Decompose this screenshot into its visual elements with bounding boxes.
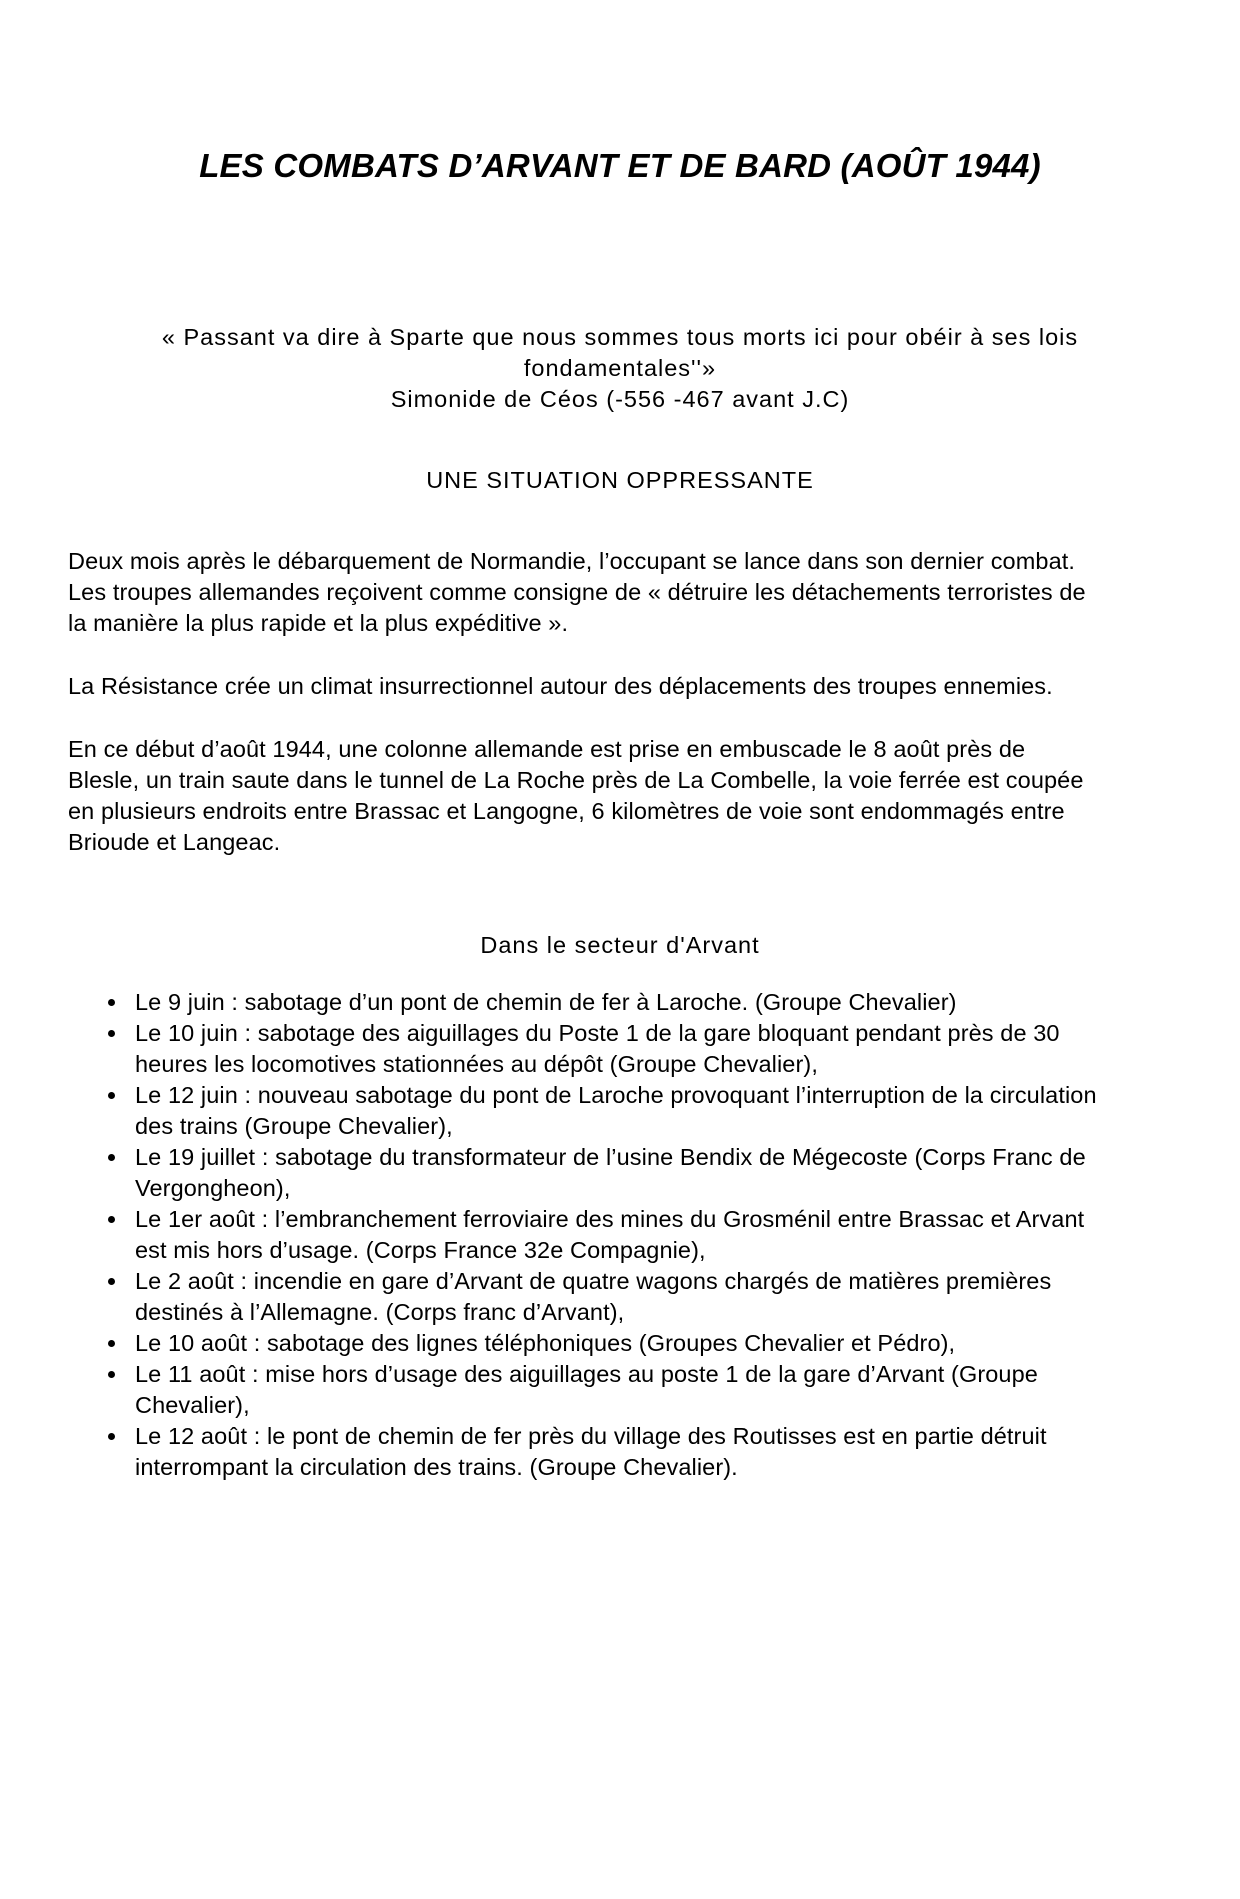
list-item [105,1018,1172,1080]
text-line: la manière la plus rapide et la plus expéditive ». [68,610,569,636]
section-heading-arvant: Dans le secteur d'Arvant [480,932,760,958]
text-line: Le 11 août : mise hors d’usage des aiguillages au poste 1 de la gare d’Arvant (Groupe [135,1361,1038,1387]
text-line: En ce début d’août 1944, une colonne allemande est prise en embuscade le 8 août près de [68,736,1026,762]
list-item [105,1142,1172,1204]
text-line: La Résistance crée un climat insurrectionnel autour des déplacements des troupes ennemies. [68,673,1053,699]
events-list [68,987,1172,1483]
list-item [105,1328,1172,1359]
text-line: Le 2 août : incendie en gare d’Arvant de quatre wagons chargés de matières premières [135,1268,1052,1294]
epigraph-quote-line: fondamentales''» [523,355,717,381]
list-item [105,1080,1172,1142]
text-line: Blesle, un train saute dans le tunnel de La Roche près de La Combelle, la voie ferrée est coupée [68,767,1084,793]
list-item [105,1266,1172,1328]
text-line: Le 12 juin : nouveau sabotage du pont de Laroche provoquant l’interruption de la circulation [135,1082,1097,1108]
document-page [0,146,1240,1483]
text-line: Le 1er août : l’embranchement ferroviaire des mines du Grosménil entre Brassac et Arvant [135,1206,1085,1232]
text-line: Le 12 août : le pont de chemin de fer près du village des Routisses est en partie détruit [135,1423,1047,1449]
text-line: est mis hors d’usage. (Corps France 32e Compagnie), [135,1237,706,1263]
text-line: Le 10 août : sabotage des lignes téléphoniques (Groupes Chevalier et Pédro), [135,1330,956,1356]
epigraph-quote-line: « Passant va dire à Sparte que nous sommes tous morts ici pour obéir à ses lois [161,324,1079,350]
text-line: Le 19 juillet : sabotage du transformateur de l’usine Bendix de Mégecoste (Corps Franc de [135,1144,1086,1170]
text-line: Le 10 juin : sabotage des aiguillages du Poste 1 de la gare bloquant pendant près de 30 [135,1020,1060,1046]
text-line: destinés à l’Allemagne. (Corps franc d’Arvant), [135,1299,625,1325]
paragraph [68,546,1172,639]
text-line: Chevalier), [135,1392,250,1418]
text-line: Le 9 juin : sabotage d’un pont de chemin de fer à Laroche. (Groupe Chevalier) [135,989,957,1015]
paragraph [68,671,1172,702]
epigraph [68,322,1172,415]
text-line: Les troupes allemandes reçoivent comme consigne de « détruire les détachements terroristes de [68,579,1086,605]
text-line: Vergongheon), [135,1175,291,1201]
text-line: des trains (Groupe Chevalier), [135,1113,453,1139]
text-line: interrompant la circulation des trains. (Groupe Chevalier). [135,1454,738,1480]
section-heading-situation: UNE SITUATION OPPRESSANTE [426,467,814,493]
list-item [105,1359,1172,1421]
epigraph-attribution: Simonide de Céos (-556 -467 avant J.C) [390,386,850,412]
text-line: en plusieurs endroits entre Brassac et Langogne, 6 kilomètres de voie sont endommagés entre [68,798,1065,824]
text-line: Brioude et Langeac. [68,829,281,855]
list-item [105,1421,1172,1483]
text-line: heures les locomotives stationnées au dépôt (Groupe Chevalier), [135,1051,818,1077]
list-item [105,1204,1172,1266]
page-title: LES COMBATS D’ARVANT ET DE BARD (AOÛT 1944) [199,147,1041,184]
paragraph [68,734,1172,858]
text-line: Deux mois après le débarquement de Normandie, l’occupant se lance dans son dernier combat. [68,548,1076,574]
list-item [105,987,1172,1018]
